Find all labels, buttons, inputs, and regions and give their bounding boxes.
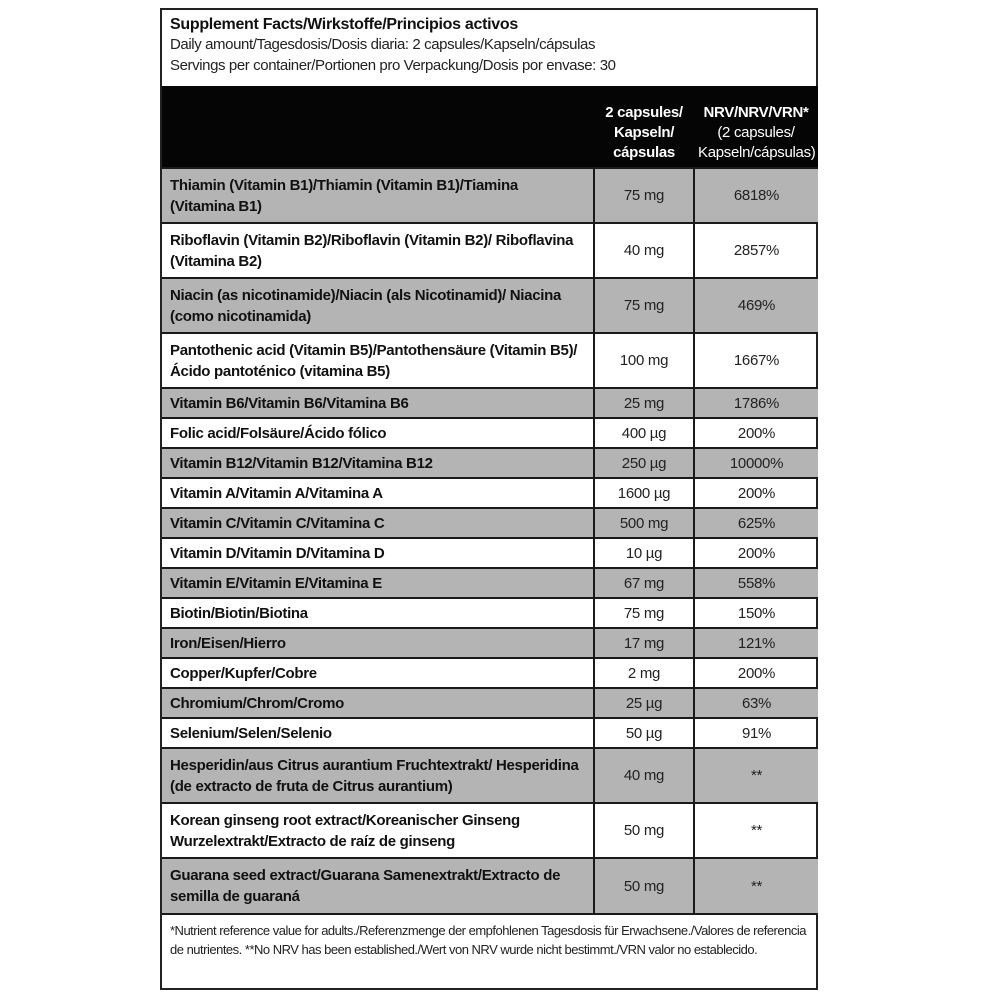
ingredient-nrv: 121% bbox=[694, 628, 818, 658]
table-row bbox=[162, 568, 818, 598]
ingredient-name: Vitamin B6/Vitamin B6/Vitamina B6 bbox=[162, 388, 594, 418]
ingredient-nrv: 200% bbox=[694, 658, 818, 688]
table-row bbox=[162, 418, 818, 448]
footnote: *Nutrient reference value for adults./Referenzmenge der empfohlenen Tagesdosis für Erwachsene./Valores de referencia de nutrientes. **No NRV has been established./Wert von NRV wurde nicht bestimmt./VRN valor no establecido. bbox=[162, 913, 816, 965]
table-row bbox=[162, 688, 818, 718]
ingredient-amount: 40 mg bbox=[594, 748, 694, 803]
facts-header bbox=[162, 10, 816, 86]
ingredient-nrv: 2857% bbox=[694, 223, 818, 278]
ingredient-amount: 250 µg bbox=[594, 448, 694, 478]
amount-header-line2: Kapseln/ bbox=[613, 124, 675, 141]
ingredient-amount: 75 mg bbox=[594, 598, 694, 628]
table-row bbox=[162, 333, 818, 388]
ingredient-amount: 75 mg bbox=[594, 278, 694, 333]
ingredient-amount: 50 mg bbox=[594, 803, 694, 858]
daily-amount: Daily amount/Tagesdosis/Dosis diaria: 2 capsules/Kapseln/cápsulas bbox=[170, 36, 596, 53]
ingredient-amount: 75 mg bbox=[594, 168, 694, 223]
ingredient-name: Selenium/Selen/Selenio bbox=[162, 718, 594, 748]
ingredient-name: Biotin/Biotin/Biotina bbox=[162, 598, 594, 628]
ingredient-name: Thiamin (Vitamin B1)/Thiamin (Vitamin B1)/Tiamina (Vitamina B1) bbox=[162, 168, 594, 223]
table-row bbox=[162, 223, 818, 278]
ingredient-amount: 67 mg bbox=[594, 568, 694, 598]
nrv-header-line2: (2 capsules/ bbox=[717, 124, 795, 141]
amount-column-header bbox=[594, 86, 694, 168]
ingredient-nrv: ** bbox=[694, 858, 818, 913]
ingredient-amount: 40 mg bbox=[594, 223, 694, 278]
table-row bbox=[162, 388, 818, 418]
table-row bbox=[162, 718, 818, 748]
ingredient-amount: 17 mg bbox=[594, 628, 694, 658]
ingredient-nrv: 1667% bbox=[694, 333, 818, 388]
ingredient-name: Niacin (as nicotinamide)/Niacin (als Nicotinamid)/ Niacina (como nicotinamida) bbox=[162, 278, 594, 333]
ingredient-name: Vitamin D/Vitamin D/Vitamina D bbox=[162, 538, 594, 568]
table-row bbox=[162, 448, 818, 478]
table-row bbox=[162, 508, 818, 538]
ingredient-nrv: 10000% bbox=[694, 448, 818, 478]
table-row bbox=[162, 168, 818, 223]
ingredient-name: Iron/Eisen/Hierro bbox=[162, 628, 594, 658]
ingredient-nrv: 469% bbox=[694, 278, 818, 333]
ingredient-nrv: 91% bbox=[694, 718, 818, 748]
ingredient-amount: 500 mg bbox=[594, 508, 694, 538]
servings-per-container: Servings per container/Portionen pro Verpackung/Dosis por envase: 30 bbox=[170, 57, 616, 74]
ingredient-name: Folic acid/Folsäure/Ácido fólico bbox=[162, 418, 594, 448]
ingredient-nrv: 200% bbox=[694, 538, 818, 568]
ingredient-nrv: 1786% bbox=[694, 388, 818, 418]
amount-header-line1: 2 capsules/ bbox=[605, 104, 683, 121]
column-header-row bbox=[162, 86, 818, 168]
ingredient-amount: 400 µg bbox=[594, 418, 694, 448]
ingredient-nrv: 63% bbox=[694, 688, 818, 718]
table-row bbox=[162, 478, 818, 508]
ingredient-nrv: 625% bbox=[694, 508, 818, 538]
ingredient-name: Guarana seed extract/Guarana Samenextrakt/Extracto de semilla de guaraná bbox=[162, 858, 594, 913]
ingredient-amount: 25 µg bbox=[594, 688, 694, 718]
nrv-column-header bbox=[694, 86, 818, 168]
table-row bbox=[162, 858, 818, 913]
ingredient-name: Vitamin B12/Vitamin B12/Vitamina B12 bbox=[162, 448, 594, 478]
ingredient-nrv: 150% bbox=[694, 598, 818, 628]
ingredient-name: Pantothenic acid (Vitamin B5)/Pantothensäure (Vitamin B5)/Ácido pantoténico (vitamina B5) bbox=[162, 333, 594, 388]
ingredient-column-header bbox=[162, 86, 594, 168]
facts-table bbox=[162, 86, 818, 913]
ingredient-amount: 10 µg bbox=[594, 538, 694, 568]
ingredient-nrv: ** bbox=[694, 748, 818, 803]
table-row bbox=[162, 538, 818, 568]
ingredient-amount: 1600 µg bbox=[594, 478, 694, 508]
ingredient-name: Vitamin A/Vitamin A/Vitamina A bbox=[162, 478, 594, 508]
facts-title: Supplement Facts/Wirkstoffe/Principios activos bbox=[170, 16, 518, 33]
ingredient-amount: 50 mg bbox=[594, 858, 694, 913]
nrv-header-title: NRV/NRV/VRN* bbox=[703, 104, 809, 121]
ingredient-nrv: 200% bbox=[694, 418, 818, 448]
ingredient-nrv: 200% bbox=[694, 478, 818, 508]
ingredient-nrv: ** bbox=[694, 803, 818, 858]
table-row bbox=[162, 278, 818, 333]
table-row bbox=[162, 803, 818, 858]
table-row bbox=[162, 748, 818, 803]
table-row bbox=[162, 658, 818, 688]
table-row bbox=[162, 598, 818, 628]
ingredient-name: Chromium/Chrom/Cromo bbox=[162, 688, 594, 718]
amount-header-line3: cápsulas bbox=[613, 144, 675, 161]
ingredient-amount: 2 mg bbox=[594, 658, 694, 688]
ingredient-amount: 100 mg bbox=[594, 333, 694, 388]
ingredient-amount: 25 mg bbox=[594, 388, 694, 418]
supplement-facts-panel bbox=[160, 8, 818, 990]
ingredient-name: Vitamin E/Vitamin E/Vitamina E bbox=[162, 568, 594, 598]
ingredient-name: Riboflavin (Vitamin B2)/Riboflavin (Vitamin B2)/ Riboflavina (Vitamina B2) bbox=[162, 223, 594, 278]
ingredient-name: Hesperidin/aus Citrus aurantium Fruchtextrakt/ Hesperidina (de extracto de fruta de Citrus aurantium) bbox=[162, 748, 594, 803]
table-row bbox=[162, 628, 818, 658]
ingredient-amount: 50 µg bbox=[594, 718, 694, 748]
ingredient-nrv: 6818% bbox=[694, 168, 818, 223]
ingredient-name: Vitamin C/Vitamin C/Vitamina C bbox=[162, 508, 594, 538]
ingredient-name: Copper/Kupfer/Cobre bbox=[162, 658, 594, 688]
ingredient-nrv: 558% bbox=[694, 568, 818, 598]
nrv-header-line3: Kapseln/cápsulas) bbox=[698, 144, 816, 161]
ingredient-name: Korean ginseng root extract/Koreanischer Ginseng Wurzelextrakt/Extracto de raíz de ginseng bbox=[162, 803, 594, 858]
